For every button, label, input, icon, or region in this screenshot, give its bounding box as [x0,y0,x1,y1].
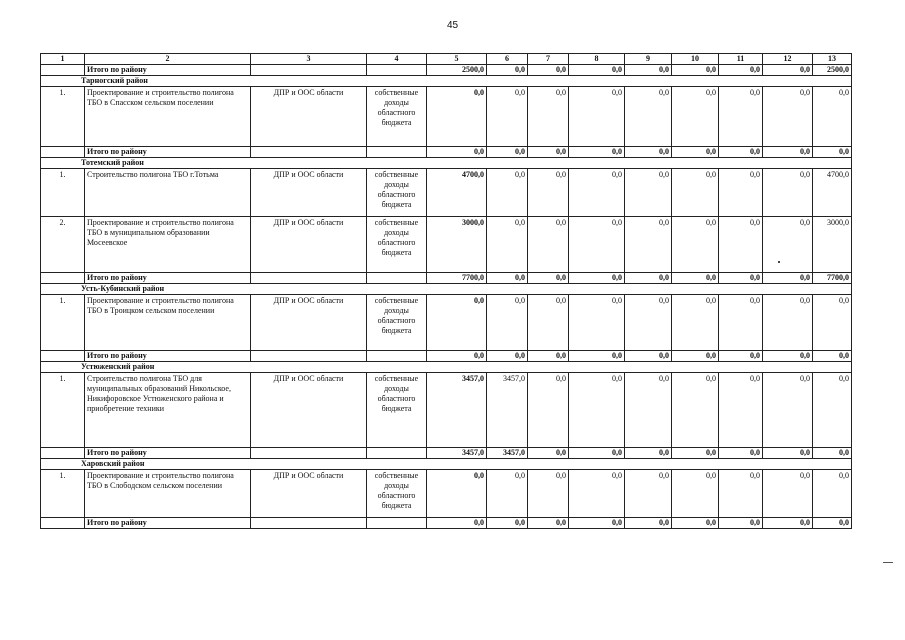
total-row [41,518,852,529]
value-cell: 0,0 [813,351,852,362]
executor: ДПР и ООС области [251,373,367,448]
section-title: Тотемский район [41,158,852,169]
section-title: Харовский район [41,459,852,470]
row-number: 1. [41,169,85,217]
value-cell: 0,0 [528,147,569,158]
value-cell: 0,0 [625,87,672,147]
value-cell: 0,0 [763,373,813,448]
column-header: 8 [569,54,625,65]
value-cell: 0,0 [625,217,672,273]
value-cell: 0,0 [569,217,625,273]
value-cell: 0,0 [528,217,569,273]
source-cell [367,518,427,529]
item-row [41,87,852,147]
value-cell: 0,0 [672,373,719,448]
value-cell: 0,0 [528,373,569,448]
value-cell: 0,0 [719,373,763,448]
value-cell: 0,0 [569,351,625,362]
value-cell: 0,0 [487,295,528,351]
value-cell: 0,0 [487,351,528,362]
value-cell: 0,0 [427,351,487,362]
value-cell: 0,0 [672,87,719,147]
value-cell: 0,0 [487,147,528,158]
value-cell: 0,0 [719,448,763,459]
source-cell [367,273,427,284]
value-cell: 0,0 [487,518,528,529]
value-cell: 0,0 [672,147,719,158]
value-cell: 0,0 [528,65,569,76]
value-cell: 7700,0 [813,273,852,284]
row-number: 1. [41,295,85,351]
value-cell: 0,0 [625,273,672,284]
value-cell: 0,0 [813,470,852,518]
row-number-cell [41,65,85,76]
value-cell: 0,0 [625,373,672,448]
value-cell: 0,0 [813,87,852,147]
value-cell: 0,0 [569,518,625,529]
value-cell: 0,0 [672,295,719,351]
value-cell: 0,0 [763,217,813,273]
item-row [41,217,852,273]
column-header: 13 [813,54,852,65]
value-cell: 0,0 [763,273,813,284]
funding-source: собственные доходы областного бюджета [367,373,427,448]
value-cell: 0,0 [625,351,672,362]
header-row [41,54,852,65]
value-cell: 0,0 [672,470,719,518]
scan-speck [778,261,780,263]
column-header: 3 [251,54,367,65]
source-cell [367,351,427,362]
item-row [41,373,852,448]
value-cell: 0,0 [763,518,813,529]
value-cell: 0,0 [672,518,719,529]
value-cell: 0,0 [427,470,487,518]
value-cell: 0,0 [487,273,528,284]
value-cell: 0,0 [813,448,852,459]
value-cell: 3457,0 [487,448,528,459]
value-cell: 0,0 [528,448,569,459]
value-cell: 2500,0 [813,65,852,76]
column-header: 11 [719,54,763,65]
table-body [41,54,852,529]
section-title: Усть-Кубинский район [41,284,852,295]
value-cell: 0,0 [569,273,625,284]
item-row [41,295,852,351]
value-cell: 0,0 [763,295,813,351]
value-cell: 0,0 [625,518,672,529]
executor: ДПР и ООС области [251,295,367,351]
value-cell: 0,0 [763,448,813,459]
executor: ДПР и ООС области [251,169,367,217]
total-row [41,448,852,459]
value-cell: 0,0 [427,147,487,158]
value-cell: 0,0 [528,351,569,362]
value-cell: 0,0 [719,65,763,76]
value-cell: 0,0 [569,87,625,147]
value-cell: 0,0 [763,351,813,362]
value-cell: 0,0 [719,169,763,217]
value-cell: 0,0 [672,169,719,217]
row-number-cell [41,273,85,284]
value-cell: 0,0 [427,518,487,529]
total-label: Итого по району [85,351,251,362]
value-cell: 3457,0 [487,373,528,448]
source-cell [367,65,427,76]
section-title: Тарногский район [41,76,852,87]
source-cell [367,448,427,459]
value-cell: 0,0 [427,87,487,147]
source-cell [367,147,427,158]
row-number: 1. [41,373,85,448]
value-cell: 0,0 [719,518,763,529]
value-cell: 0,0 [569,65,625,76]
value-cell: 0,0 [528,273,569,284]
value-cell: 0,0 [763,65,813,76]
item-name: Проектирование и строительство полигона ТБО в Слободском сельском поселении [85,470,251,518]
column-header: 7 [528,54,569,65]
value-cell: 0,0 [487,87,528,147]
value-cell: 0,0 [487,217,528,273]
value-cell: 0,0 [487,169,528,217]
value-cell: 0,0 [569,448,625,459]
funding-source: собственные доходы областного бюджета [367,87,427,147]
value-cell: 0,0 [625,65,672,76]
row-number-cell [41,147,85,158]
value-cell: 0,0 [719,351,763,362]
budget-table [40,53,852,529]
value-cell: 0,0 [672,65,719,76]
value-cell: 0,0 [719,217,763,273]
item-row [41,169,852,217]
value-cell: 0,0 [813,373,852,448]
value-cell: 0,0 [813,147,852,158]
value-cell: 0,0 [625,470,672,518]
column-header: 2 [85,54,251,65]
value-cell: 0,0 [719,470,763,518]
value-cell: 4700,0 [813,169,852,217]
section-row [41,362,852,373]
margin-mark [883,562,893,563]
item-name: Проектирование и строительство полигона ТБО в муниципальном образовании Мосеевское [85,217,251,273]
value-cell: 0,0 [569,169,625,217]
section-row [41,284,852,295]
value-cell: 0,0 [763,470,813,518]
total-row [41,351,852,362]
item-name: Строительство полигона ТБО для муниципальных образований Никольское, Никифоровское Устюженского района и приобретение техники [85,373,251,448]
value-cell: 3457,0 [427,448,487,459]
executor-cell [251,147,367,158]
executor: ДПР и ООС области [251,87,367,147]
column-header: 10 [672,54,719,65]
executor: ДПР и ООС области [251,470,367,518]
total-label: Итого по району [85,147,251,158]
value-cell: 0,0 [672,273,719,284]
value-cell: 0,0 [528,169,569,217]
section-row [41,459,852,470]
value-cell: 0,0 [528,87,569,147]
row-number-cell [41,351,85,362]
total-row [41,65,852,76]
value-cell: 0,0 [528,518,569,529]
total-label: Итого по району [85,273,251,284]
row-number: 2. [41,217,85,273]
value-cell: 0,0 [569,147,625,158]
page-number: 45 [446,20,459,31]
executor-cell [251,65,367,76]
value-cell: 0,0 [719,273,763,284]
value-cell: 0,0 [569,295,625,351]
value-cell: 0,0 [672,351,719,362]
value-cell: 3457,0 [427,373,487,448]
row-number-cell [41,518,85,529]
value-cell: 3000,0 [813,217,852,273]
value-cell: 0,0 [427,295,487,351]
row-number: 1. [41,87,85,147]
value-cell: 0,0 [719,147,763,158]
value-cell: 0,0 [625,147,672,158]
value-cell: 0,0 [763,87,813,147]
value-cell: 0,0 [528,295,569,351]
item-name: Проектирование и строительство полигона ТБО в Спасском сельском поселении [85,87,251,147]
row-number-cell [41,448,85,459]
value-cell: 0,0 [625,448,672,459]
funding-source: собственные доходы областного бюджета [367,295,427,351]
funding-source: собственные доходы областного бюджета [367,217,427,273]
executor-cell [251,351,367,362]
funding-source: собственные доходы областного бюджета [367,169,427,217]
value-cell: 0,0 [569,470,625,518]
total-label: Итого по району [85,65,251,76]
total-row [41,147,852,158]
value-cell: 7700,0 [427,273,487,284]
value-cell: 0,0 [569,373,625,448]
executor: ДПР и ООС области [251,217,367,273]
value-cell: 0,0 [763,169,813,217]
column-header: 4 [367,54,427,65]
item-name: Строительство полигона ТБО г.Тотьма [85,169,251,217]
value-cell: 0,0 [625,295,672,351]
item-row [41,470,852,518]
column-header: 1 [41,54,85,65]
item-name: Проектирование и строительство полигона ТБО в Троицком сельском поселении [85,295,251,351]
value-cell: 0,0 [625,169,672,217]
executor-cell [251,518,367,529]
value-cell: 0,0 [719,87,763,147]
row-number: 1. [41,470,85,518]
total-label: Итого по району [85,448,251,459]
section-title: Устюженский район [41,362,852,373]
value-cell: 0,0 [672,217,719,273]
column-header: 5 [427,54,487,65]
value-cell: 2500,0 [427,65,487,76]
value-cell: 0,0 [763,147,813,158]
section-row [41,158,852,169]
value-cell: 0,0 [528,470,569,518]
funding-source: собственные доходы областного бюджета [367,470,427,518]
value-cell: 0,0 [719,295,763,351]
column-header: 6 [487,54,528,65]
value-cell: 3000,0 [427,217,487,273]
value-cell: 0,0 [672,448,719,459]
executor-cell [251,448,367,459]
column-header: 12 [763,54,813,65]
column-header: 9 [625,54,672,65]
value-cell: 0,0 [813,295,852,351]
total-label: Итого по району [85,518,251,529]
executor-cell [251,273,367,284]
total-row [41,273,852,284]
value-cell: 0,0 [813,518,852,529]
section-row [41,76,852,87]
value-cell: 4700,0 [427,169,487,217]
value-cell: 0,0 [487,470,528,518]
value-cell: 0,0 [487,65,528,76]
